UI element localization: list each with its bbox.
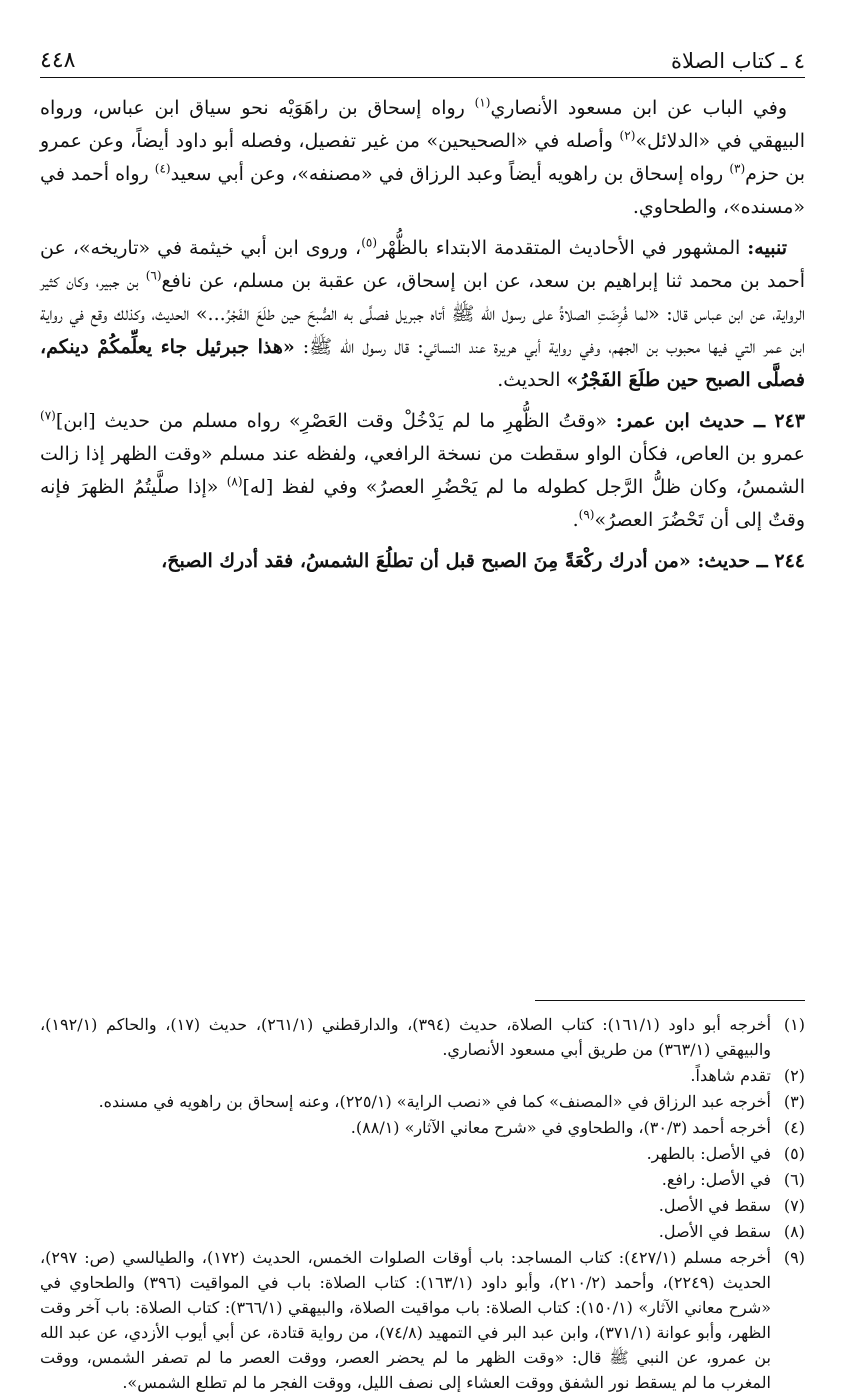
footnote <box>40 1193 805 1218</box>
text-run: رواه إسحاق بن راهَوَيْه نحو سياق ابن عباس، ورواه البيهقي في «الدلائل» <box>40 97 806 152</box>
footnote-number: (١) <box>783 1015 805 1034</box>
page-number: ٤٤٨ <box>40 48 76 73</box>
text-run: بن جبير، وكان كثير الرواية، عن ابن عباس قال: «لما فُرِضَتِ الصلاةُ على رسول الله ﷺ أتاه جبريل فصلَّى به الصُّبحَ حين طلَعَ الفَجْرُ...» الحديث، وكذلك وقع في رواية ابن عمر التي فيها محبوب بن الجهم، وفي رواية أبي هريرة عند النسائي: قال رسول الله ﷺ: <box>40 270 805 358</box>
text-run: ، وروى ابن أبي خيثمة في «تاريخه»، عن أحمد بن محمد ثنا إبراهيم بن سعد، عن ابن إسحاق، عن عقبة بن مسلم، عن نافع <box>40 237 805 292</box>
footnote-marker: (٣) <box>729 161 746 176</box>
footnote-number: (٣) <box>783 1092 805 1111</box>
page-header <box>40 40 805 78</box>
text-run: تنبيه: <box>747 237 787 259</box>
footnote <box>40 1167 805 1192</box>
footnote <box>40 1141 805 1166</box>
footnote <box>40 1012 805 1062</box>
footnote-number: (٩) <box>783 1248 805 1267</box>
text-run: «إذا صلَّيتُمُ الظهرَ فإنه وقتٌ إلى أن تَحْضُرَ العصرُ» <box>40 476 805 531</box>
text-run: وأصله في «الصحيحين» من غير تفصيل، وفصله أبو داود أيضاً، وعن عمرو بن حزم <box>40 130 805 185</box>
footnote-text: سقط في الأصل. <box>658 1222 771 1241</box>
footnote-separator <box>535 1000 805 1001</box>
text-run: المشهور في الأحاديث المتقدمة الابتداء بالظُّهْر <box>377 237 748 259</box>
text-run: . <box>572 509 579 531</box>
paragraph-p1 <box>40 92 805 224</box>
text-run: ٢٤٣ ــ حديث ابن عمر: <box>615 410 805 432</box>
paragraph-p4 <box>40 545 805 578</box>
footnote-text: سقط في الأصل. <box>658 1196 771 1215</box>
footnote <box>40 1089 805 1114</box>
footnote-number: (٨) <box>783 1222 805 1241</box>
footnote-text: أخرجه عبد الرزاق في «المصنف» كما في «نصب الراية» (٢٢٥/١)، وعنه إسحاق بن راهويه في مسنده. <box>98 1092 771 1111</box>
text-run: «وقتُ الظُّهرِ ما لم يَدْخُلْ وقت العَصْرِ» رواه مسلم من حديث [ابن] <box>55 410 616 432</box>
footnote-marker: (١) <box>474 95 491 110</box>
text-run: ٢٤٤ ــ حديث: «من أدرك ركْعَةً مِنَ الصبح قبل أن تطلُعَ الشمسُ، فقد أدرك الصبحَ، <box>161 550 805 572</box>
footnote-marker: (٧) <box>40 408 56 423</box>
text-run: «هذا جبرئيل جاء يعلِّمكُمْ دينكم، فصلَّى الصبح حين طلَعَ الفَجْرُ» <box>40 336 805 391</box>
text-run: عمرو بن العاص، فكأن الواو سقطت من نسخة الرافعي، ولفظه عند مسلم «وقت الظهر إذا زالت الشمسُ، وكان ظلُّ الرَّجل كطوله ما لم يَحْضُرِ العصرُ» وفي لفظ [له] <box>40 443 805 498</box>
running-title: ٤ ـ كتاب الصلاة <box>671 49 805 73</box>
footnote-marker: (٦) <box>145 268 162 283</box>
text-run: رواه أحمد في «مسنده»، والطحاوي. <box>40 163 805 218</box>
paragraph-p2 <box>40 232 805 397</box>
text-run: وفي الباب عن ابن مسعود الأنصاري <box>490 97 787 119</box>
footnote-marker: (٢) <box>619 128 636 143</box>
footnote-text: في الأصل: بالطهر. <box>646 1144 771 1163</box>
footnote <box>40 1245 805 1395</box>
footnote-text: أخرجه مسلم (٤٢٧/١): كتاب المساجد: باب أوقات الصلوات الخمس، الحديث (١٧٢)، والطيالسي (ص: ٢٩٧)، الحديث (٢٢٤٩)، وأحمد (٢١٠/٢)، وأبو داود (١٦٣/١): كتاب الصلاة: باب في المواقيت (٣٩٦) والطحاوي في «شرح معاني الآثار» (١٥٠/١): كتاب الصلاة: باب مواقيت الصلاة، والبيهقي (٣٦٦/١): كتاب الصلاة: باب آخر وقت الظهر، وأبو عوانة (٣٧١/١)، وابن عبد البر في التمهيد (٧٤/٨)، من رواية قتادة، عن أبي أيوب الأزدي، عن عبد الله بن عمرو، عن النبي ﷺ قال: «وقت الظهر ما لم يحضر العصر، ووقت العصر ما لم تصفر الشمس، ووقت المغرب ما لم يسقط نور الشفق ووقت العشاء إلى نصف الليل، ووقت الفجر ما لم تطلع الشمس». <box>40 1248 772 1392</box>
footnote-number: (٢) <box>783 1066 805 1085</box>
footnote-number: (٧) <box>783 1196 805 1215</box>
footnote-marker: (٥) <box>361 235 378 250</box>
footnote-number: (٤) <box>783 1118 805 1137</box>
footnote-marker: (٤) <box>154 161 171 176</box>
footnote-number: (٥) <box>783 1144 805 1163</box>
footnote <box>40 1063 805 1088</box>
text-run: الحديث. <box>497 369 567 391</box>
footnotes <box>40 1012 805 1396</box>
footnote-number: (٦) <box>783 1170 805 1189</box>
main-text <box>40 92 805 586</box>
footnote-text: في الأصل: رافع. <box>661 1170 771 1189</box>
footnote-text: تقدم شاهداً. <box>690 1066 771 1085</box>
footnote <box>40 1115 805 1140</box>
footnote-text: أخرجه أحمد (٣٠/٣)، والطحاوي في «شرح معاني الآثار» (٨٨/١). <box>350 1118 771 1137</box>
paragraph-p3 <box>40 405 805 537</box>
footnote-marker: (٨) <box>226 474 243 489</box>
footnote <box>40 1219 805 1244</box>
text-run: رواه إسحاق بن راهويه أيضاً وعبد الرزاق في «مصنفه»، وعن أبي سعيد <box>170 163 730 185</box>
footnote-text: أخرجه أبو داود (١٦١/١): كتاب الصلاة، حديث (٣٩٤)، والدارقطني (٢٦١/١)، حديث (١٧)، والحاكم (١٩٢/١)، والبيهقي (٣٦٣/١) من طريق أبي مسعود الأنصاري. <box>40 1015 772 1059</box>
footnote-marker: (٩) <box>578 507 595 522</box>
